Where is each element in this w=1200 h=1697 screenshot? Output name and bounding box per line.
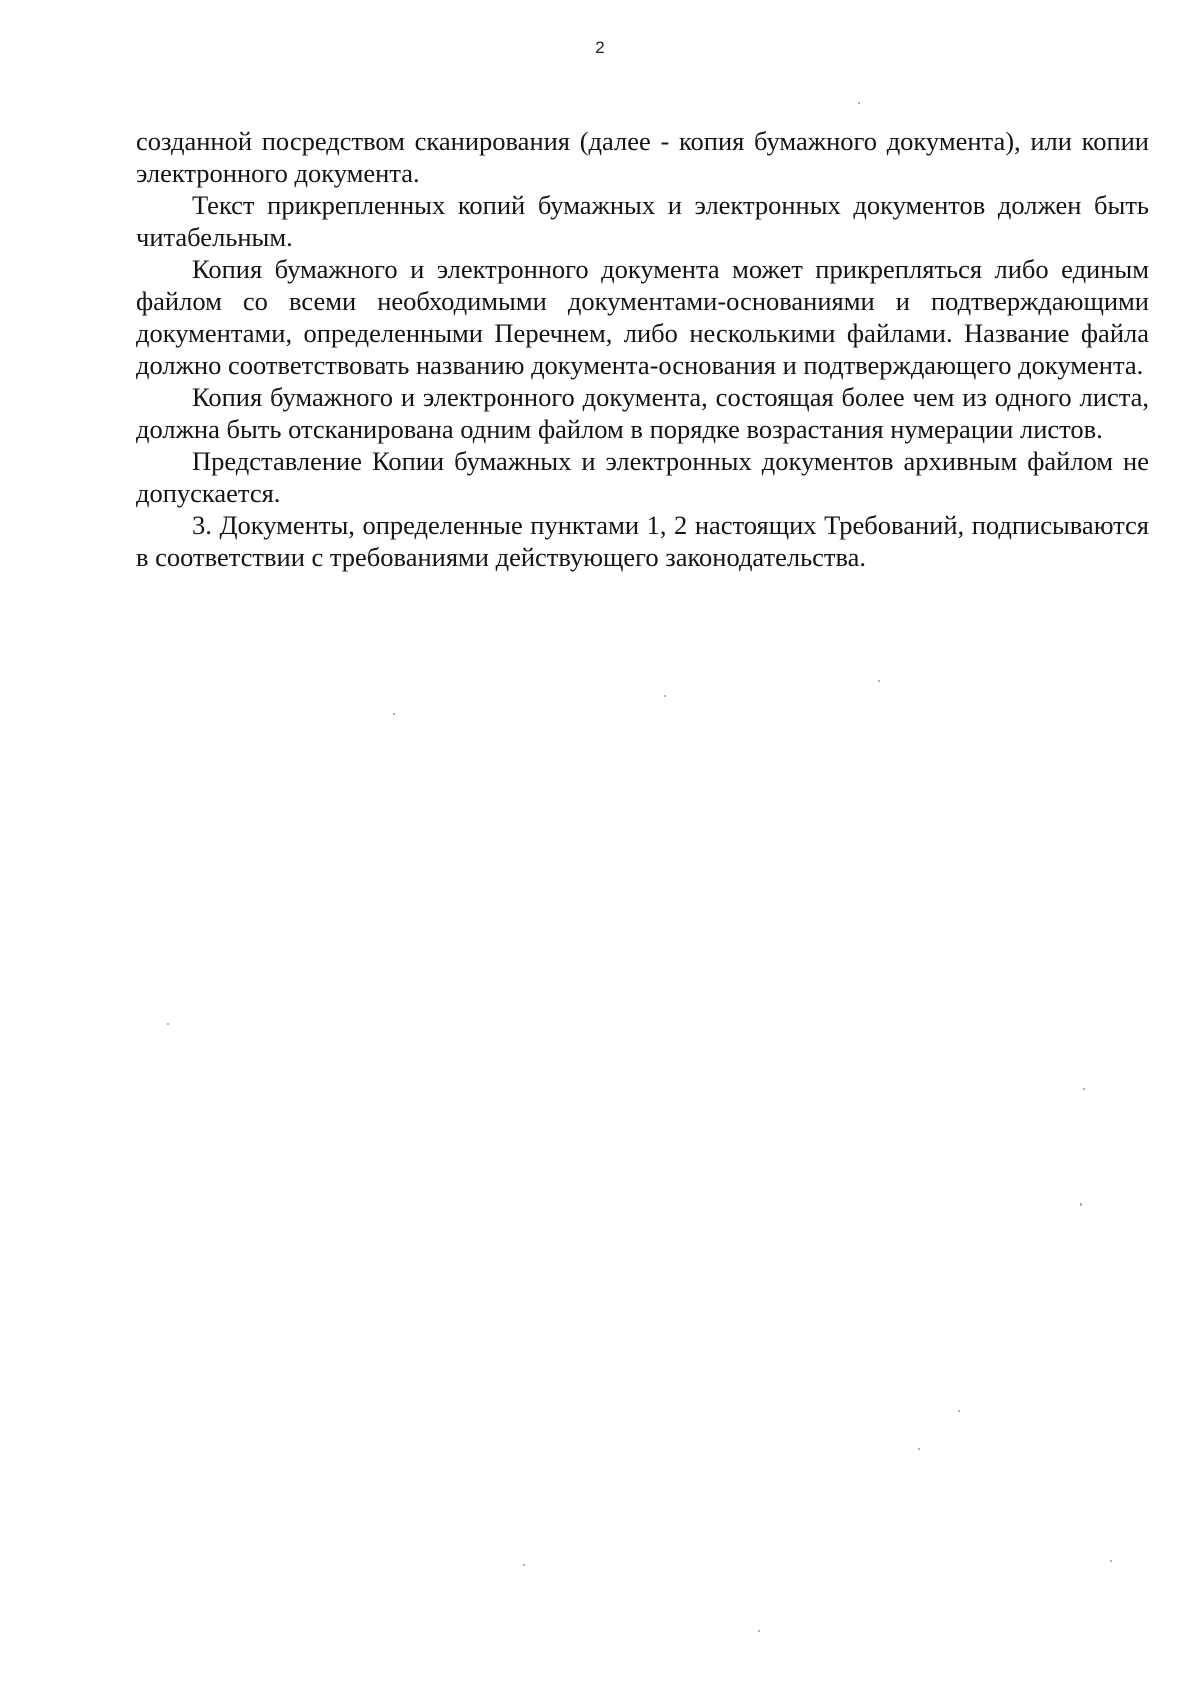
scan-speck <box>1110 1560 1112 1562</box>
scan-speck <box>758 1630 760 1632</box>
scan-speck <box>1080 1203 1082 1206</box>
scan-speck <box>664 695 666 697</box>
document-body <box>136 125 1149 573</box>
scan-speck <box>167 1023 169 1025</box>
scan-speck <box>878 680 880 682</box>
paragraph-item-3-signing: 3. Документы, определенные пунктами 1, 2 настоящих Требований, подписываются в соответствии с требованиями действующего законодательства. <box>136 510 1149 572</box>
scan-speck <box>918 1448 920 1450</box>
page-number: 2 <box>595 38 605 57</box>
paragraph-continuation: созданной посредством сканирования (далее - копия бумажного документа), или копии электронного документа. <box>136 126 1149 188</box>
scan-speck <box>523 1564 525 1566</box>
scan-speck <box>958 1410 960 1412</box>
paragraph-archive-prohibited: Представление Копии бумажных и электронных документов архивным файлом не допускается. <box>136 446 1149 508</box>
scan-speck <box>1083 1088 1085 1090</box>
scan-speck <box>393 713 395 715</box>
paragraph-readability: Текст прикрепленных копий бумажных и электронных документов должен быть читабельным. <box>136 190 1149 252</box>
scan-speck <box>858 102 860 104</box>
paragraph-multipage-scan: Копия бумажного и электронного документа, состоящая более чем из одного листа, должна быть отсканирована одним файлом в порядке возрастания нумерации листов. <box>136 382 1149 444</box>
paragraph-attachment-files: Копия бумажного и электронного документа может прикрепляться либо единым файлом со всеми необходимыми документами-основаниями и подтверждающими документами, определенными Перечнем, либо несколькими файлами. Название файла должно соответствовать названию документа-основания и подтверждающего документа. <box>136 254 1149 380</box>
